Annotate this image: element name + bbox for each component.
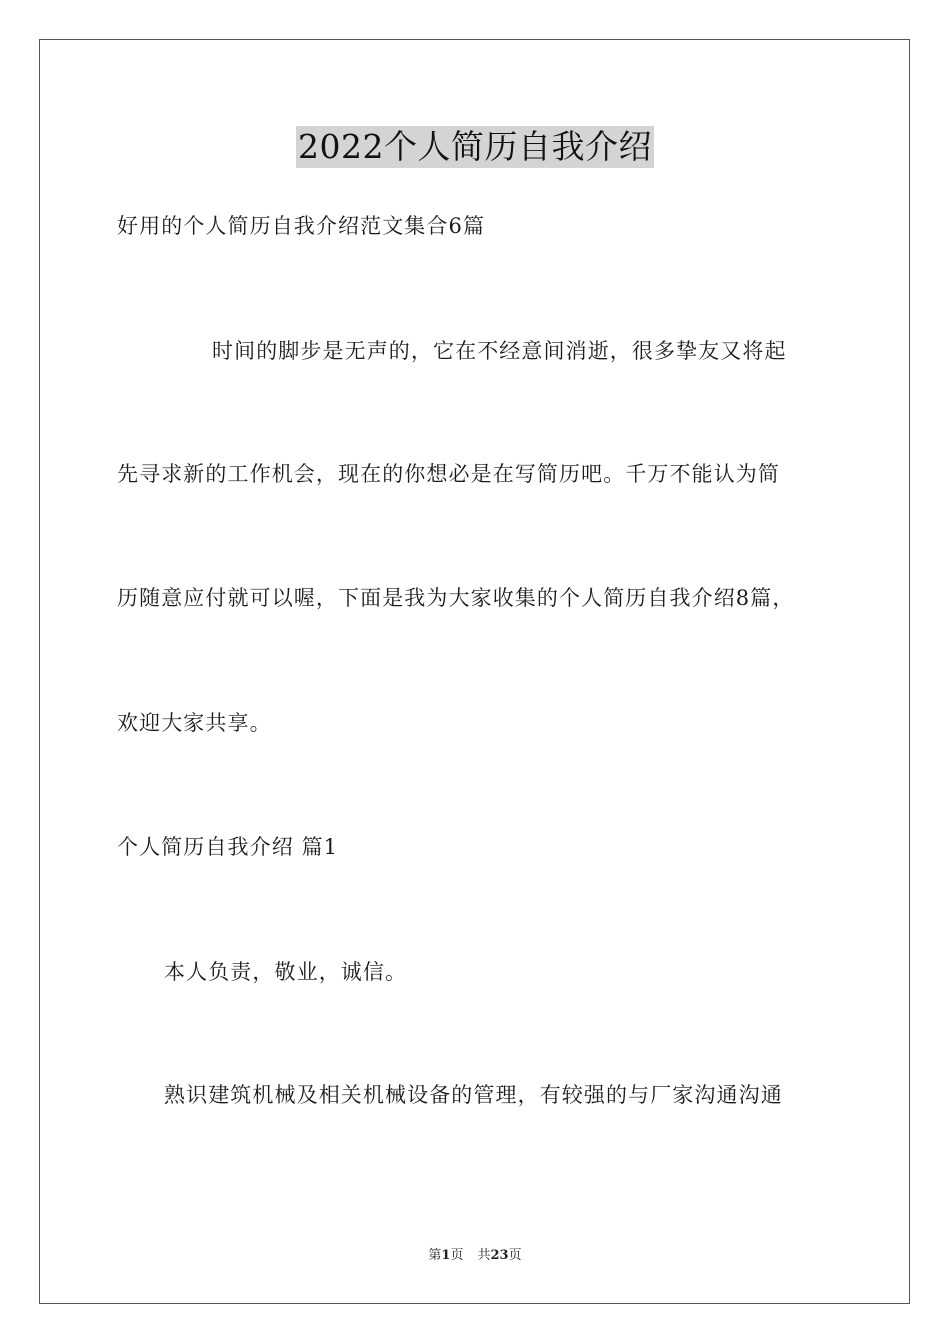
footer-page-number: 1 xyxy=(441,1248,451,1263)
footer-page-suffix: 页 xyxy=(450,1248,464,1263)
footer-total-prefix: 共 xyxy=(477,1248,491,1263)
body-line-1: 本人负责，敬业，诚信。 xyxy=(164,960,408,984)
document-subtitle: 好用的个人简历自我介绍范文集合6篇 xyxy=(117,214,486,238)
document-title: 2022个人简历自我介绍 xyxy=(298,127,652,166)
footer-total-suffix: 页 xyxy=(508,1248,522,1263)
body-line-2: 熟识建筑机械及相关机械设备的管理，有较强的与厂家沟通沟通 xyxy=(164,1083,783,1107)
intro-line-2: 先寻求新的工作机会，现在的你想必是在写简历吧。千万不能认为简 xyxy=(117,462,780,486)
section-heading: 个人简历自我介绍 篇1 xyxy=(117,835,339,859)
intro-line-1: 时间的脚步是无声的，它在不经意间消逝，很多挚友又将起 xyxy=(212,339,787,363)
intro-line-3: 历随意应付就可以喔，下面是我为大家收集的个人简历自我介绍8篇， xyxy=(117,586,795,610)
footer-page-prefix: 第 xyxy=(428,1248,442,1263)
intro-line-4: 欢迎大家共享。 xyxy=(117,711,272,735)
footer-total-pages: 23 xyxy=(490,1248,509,1263)
title-container xyxy=(0,126,950,168)
page-footer xyxy=(0,1247,950,1265)
